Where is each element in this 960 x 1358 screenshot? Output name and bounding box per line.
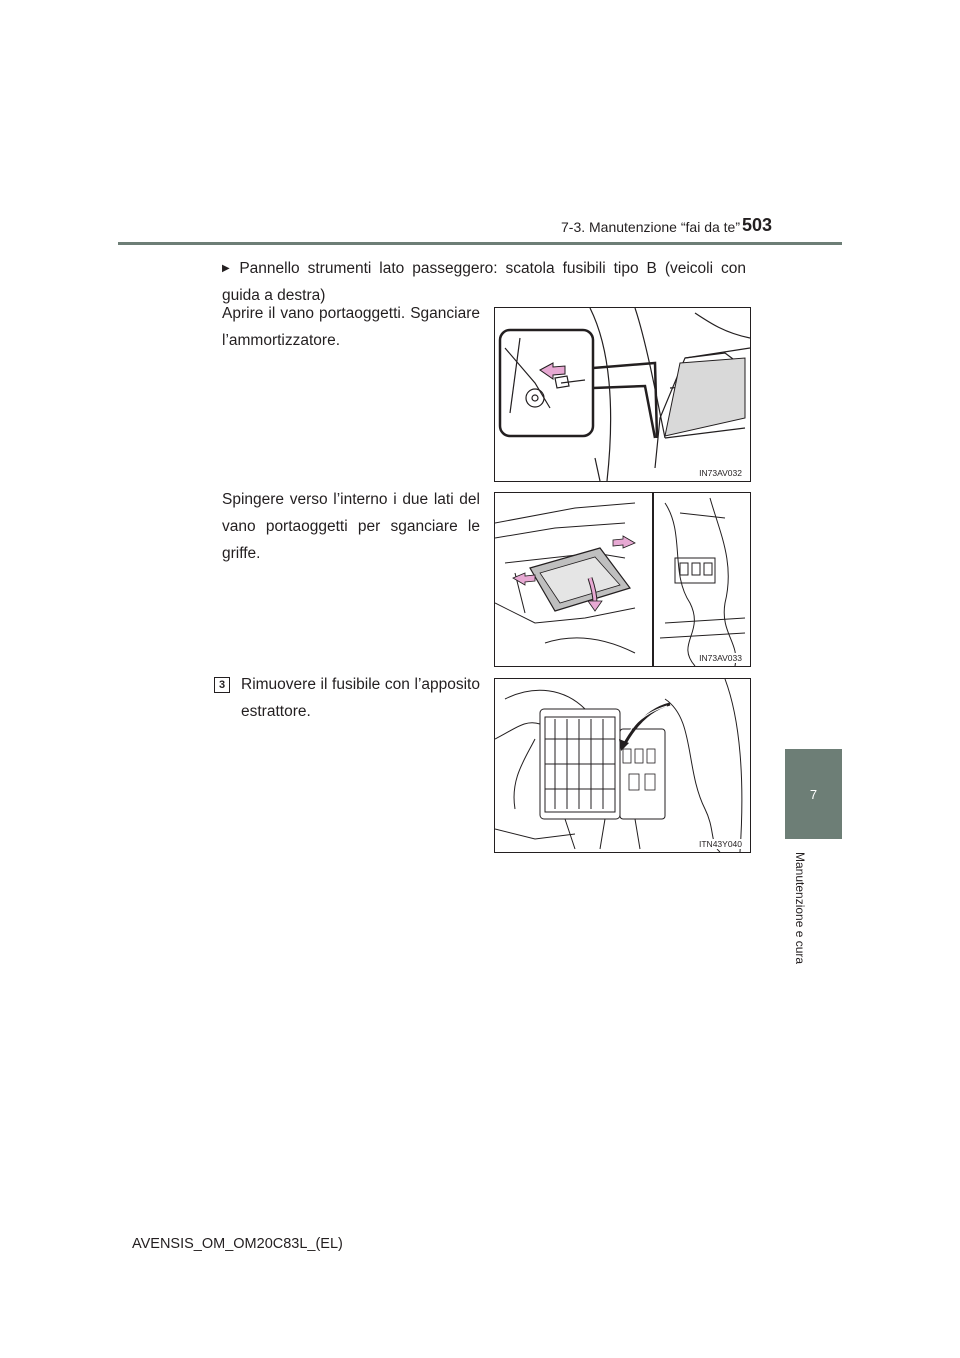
footer-model-code: AVENSIS_OM_OM20C83L_(EL) — [132, 1236, 343, 1252]
bullet-text: Pannello strumenti lato passeggero: scatola fusibili tipo B (veicoli con guida a destra) — [222, 260, 746, 304]
figure-damper-illustration — [494, 307, 751, 482]
chapter-label: Manutenzione e cura — [793, 852, 807, 965]
chapter-tab[interactable] — [785, 749, 842, 839]
fuse-box-drawing — [495, 679, 750, 852]
section-title: 7-3. Manutenzione “fai da te” — [561, 219, 740, 235]
step3-number-box: 3 — [214, 677, 230, 693]
page-number: 503 — [742, 215, 773, 235]
figure-code: IN73AV033 — [699, 653, 742, 663]
figure-code: ITN43Y040 — [699, 839, 742, 849]
step2-text: Spingere verso l’interno i due lati del vano portaoggetti per sganciare le griffe. — [222, 491, 480, 562]
damper-drawing — [495, 308, 750, 481]
step1-text: Aprire il vano portaoggetti. Sganciare l’ammortizzatore. — [222, 305, 480, 349]
figure-fuse-illustration — [494, 678, 751, 853]
figure-code: IN73AV032 — [699, 468, 742, 478]
step3-text: Rimuovere il fusibile con l’apposito estrattore. — [241, 676, 480, 720]
chapter-number: 7 — [809, 786, 818, 802]
glovebox-drawing — [495, 493, 750, 666]
figure-glovebox-illustration — [494, 492, 751, 667]
triangle-bullet-icon: ▶ — [222, 263, 234, 274]
header-divider — [118, 242, 842, 245]
